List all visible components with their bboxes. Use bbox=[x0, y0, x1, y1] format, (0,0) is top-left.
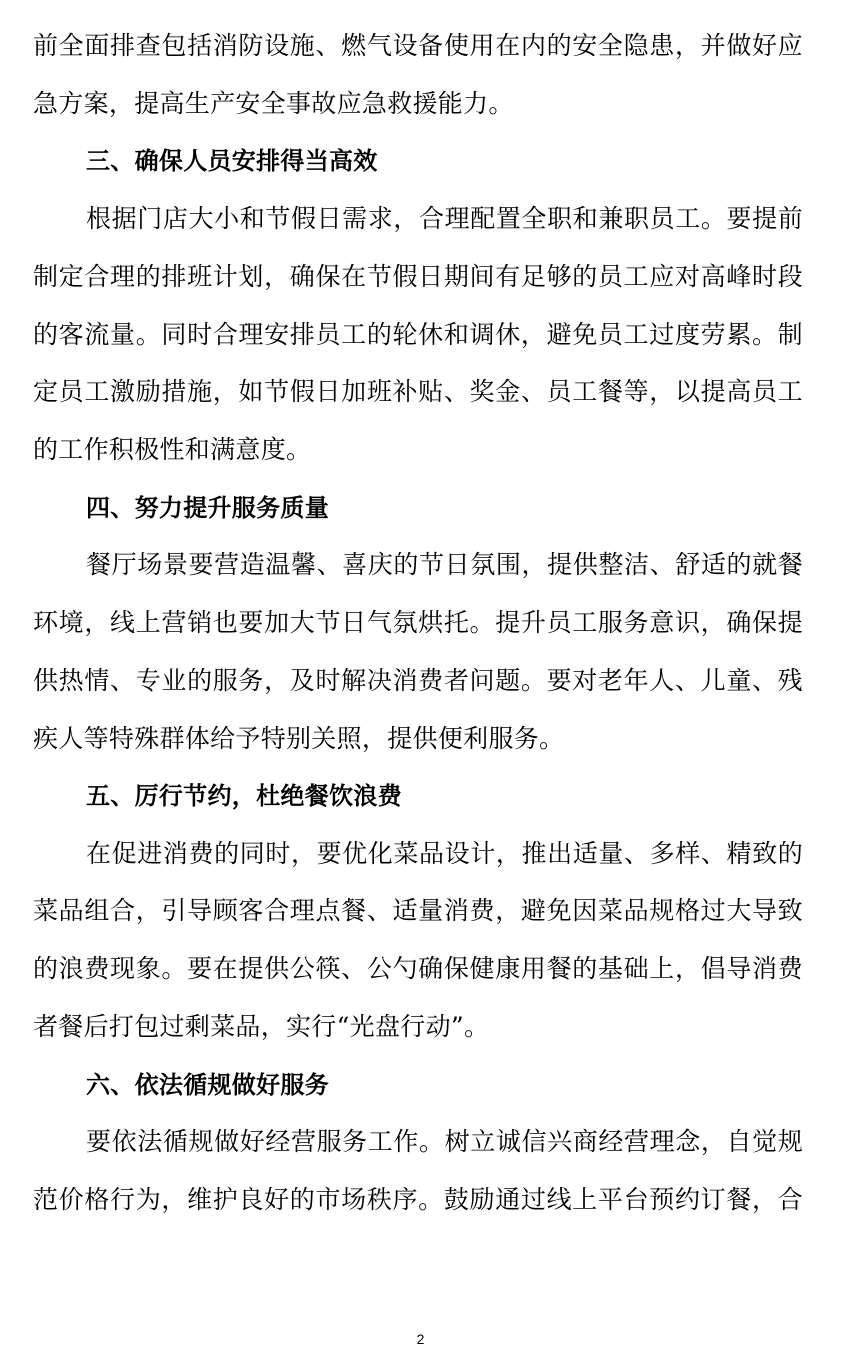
section-heading-6: 六、依法循规做好服务 bbox=[86, 1071, 329, 1099]
body-text-line: 者餐后打包过剩菜品，实行“光盘行动”。 bbox=[33, 1012, 490, 1041]
body-text-line: 供热情、专业的服务，及时解决消费者问题。要对老年人、儿童、残 bbox=[33, 666, 803, 695]
body-text-line: 急方案，提高生产安全事故应急救援能力。 bbox=[33, 89, 514, 118]
body-text-line: 在促进消费的同时，要优化菜品设计，推出适量、多样、精致的 bbox=[86, 839, 803, 868]
body-text-line: 前全面排查包括消防设施、燃气设备使用在内的安全隐患，并做好应 bbox=[33, 31, 803, 60]
body-text-line: 菜品组合，引导顾客合理点餐、适量消费，避免因菜品规格过大导致 bbox=[33, 896, 803, 925]
body-text-line: 的浪费现象。要在提供公筷、公勺确保健康用餐的基础上，倡导消费 bbox=[33, 954, 803, 983]
body-text-line: 制定合理的排班计划，确保在节假日期间有足够的员工应对高峰时段 bbox=[33, 262, 803, 291]
body-text-line: 的工作积极性和满意度。 bbox=[33, 435, 312, 464]
body-text-line: 疾人等特殊群体给予特别关照，提供便利服务。 bbox=[33, 724, 565, 753]
section-heading-5: 五、厉行节约，杜绝餐饮浪费 bbox=[86, 782, 402, 810]
body-text-line: 的客流量。同时合理安排员工的轮休和调休，避免员工过度劳累。制 bbox=[33, 320, 803, 349]
body-text-line: 定员工激励措施，如节假日加班补贴、奖金、员工餐等，以提高员工 bbox=[33, 377, 803, 406]
section-heading-4: 四、努力提升服务质量 bbox=[86, 494, 329, 522]
body-text-line: 根据门店大小和节假日需求，合理配置全职和兼职员工。要提前 bbox=[86, 204, 803, 233]
page-number: 2 bbox=[416, 1331, 425, 1347]
body-text-line: 餐厅场景要营造温馨、喜庆的节日氛围，提供整洁、舒适的就餐 bbox=[86, 550, 803, 579]
body-text-line: 范价格行为，维护良好的市场秩序。鼓励通过线上平台预约订餐，合 bbox=[33, 1185, 803, 1214]
body-text-line: 要依法循规做好经营服务工作。树立诚信兴商经营理念，自觉规 bbox=[86, 1127, 803, 1156]
section-heading-3: 三、确保人员安排得当高效 bbox=[86, 147, 378, 175]
body-text-line: 环境，线上营销也要加大节日气氛烘托。提升员工服务意识，确保提 bbox=[33, 608, 803, 637]
